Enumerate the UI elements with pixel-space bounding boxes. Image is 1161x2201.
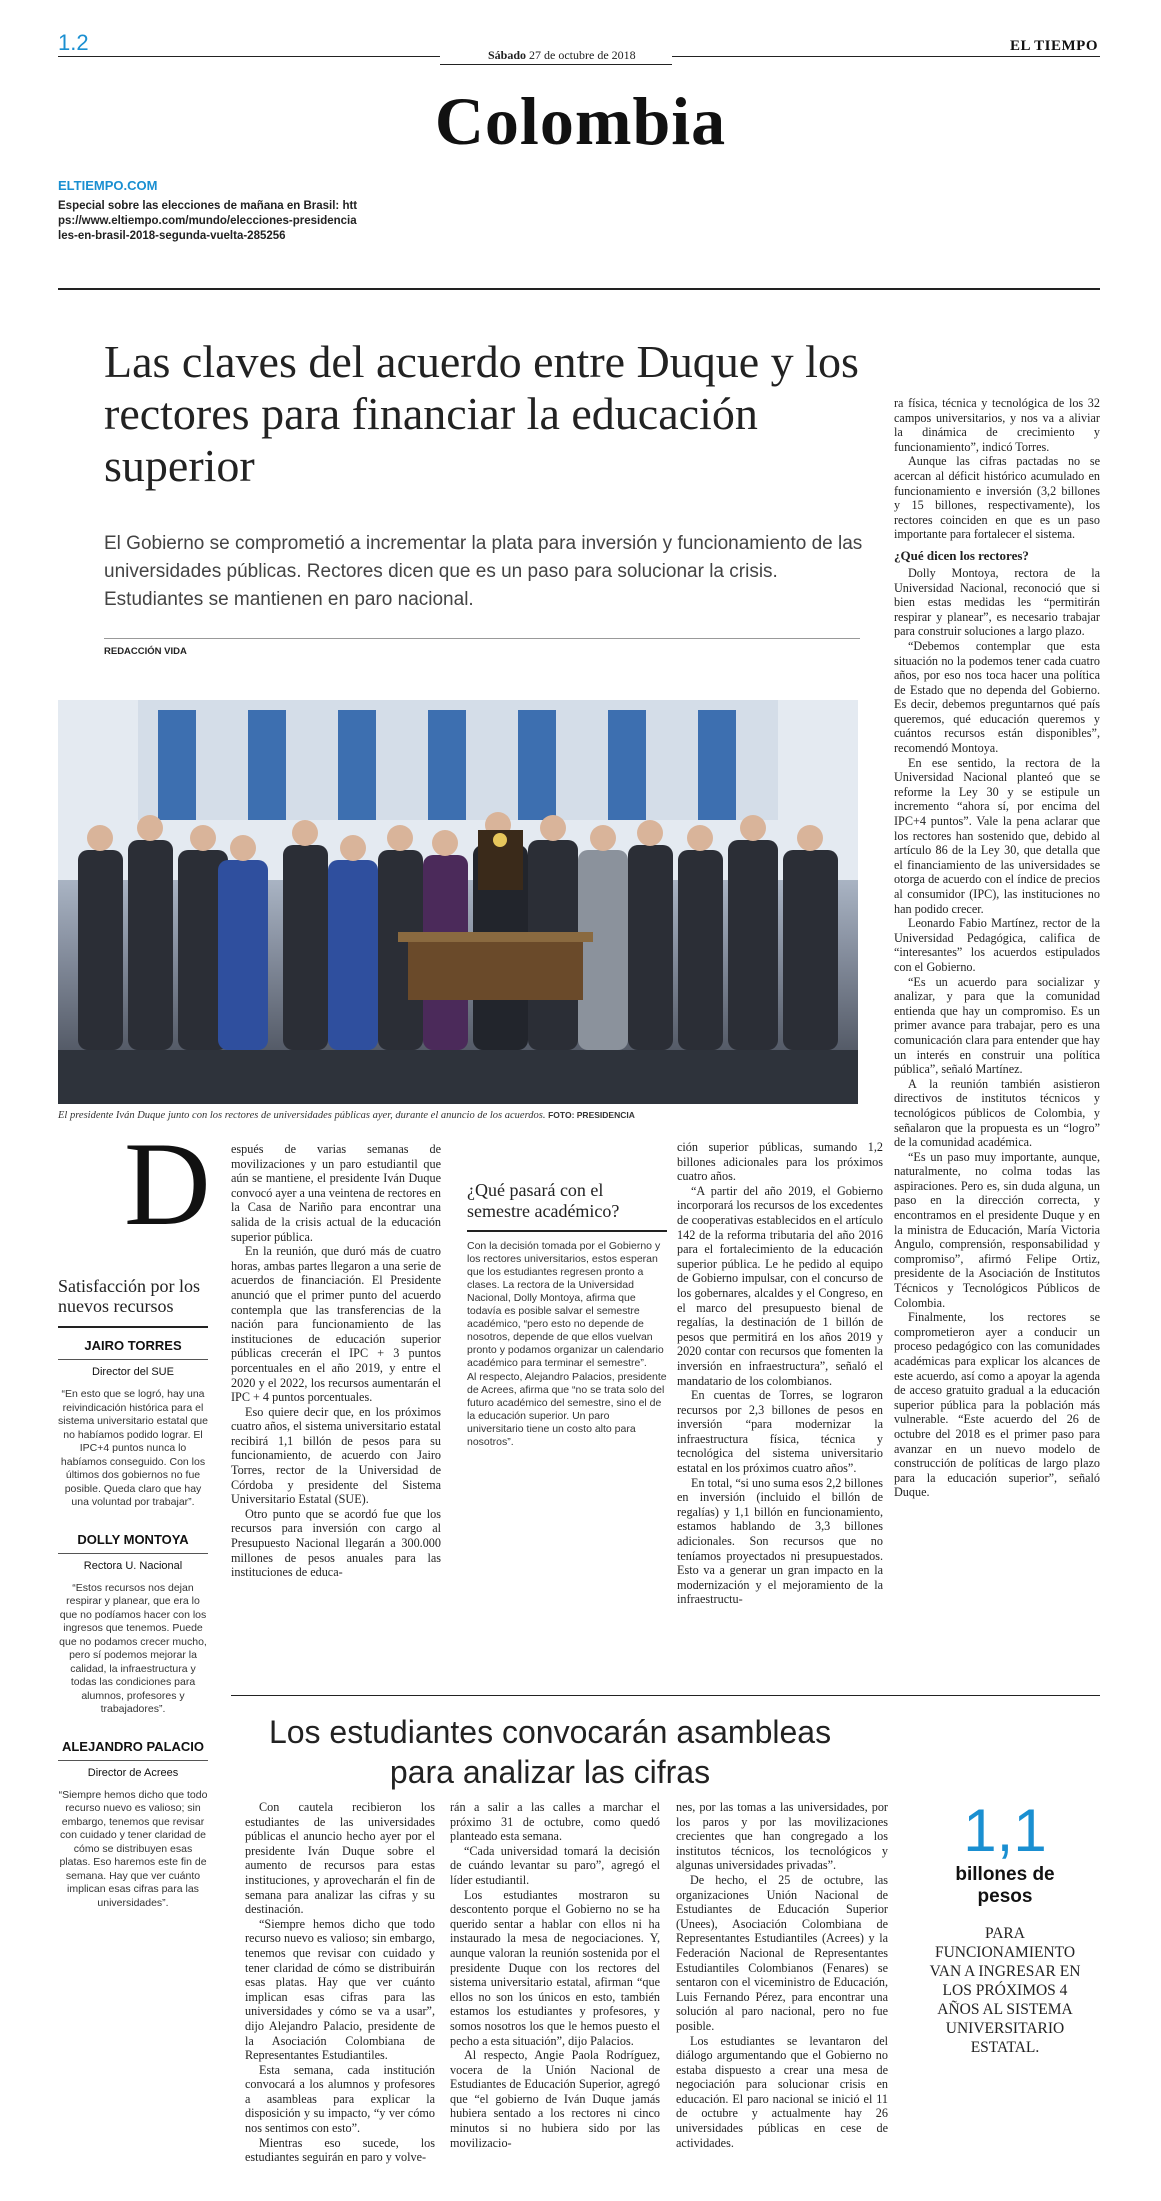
paragraph: ción superior públicas, sumando 1,2 billones adicionales para los próximos cuatro años. [677, 1140, 883, 1184]
stat-caption: PARA FUNCIONAMIENTO VAN A INGRESAR EN LOS PRÓXIMOS 4 AÑOS AL SISTEMA UNIVERSITARIO ESTATAL. [929, 1925, 1081, 2056]
second-article-rule [231, 1695, 1100, 1696]
deck-rule [104, 638, 860, 639]
quotes-sidebar [58, 1276, 208, 2176]
paragraph: espués de varias semanas de movilizaciones y un paro estudiantil que aún se mantiene, el presidente Iván Duque convocó ayer a una veintena de rectores en la Casa de Nariño para encontrar una salida de la crisis actual de la educación superior pública. [231, 1142, 441, 1244]
paragraph: Esta semana, cada institución convocará a los alumnos y profesores a asambleas para explicar la disposición y su impacto, “y ver cómo nos sentimos con esto”. [245, 2062, 435, 2136]
quote-text-3: “Siempre hemos dicho que todo recurso nuevo es valioso; sin embargo, tenemos que revisar con cuidado y tener claridad de cómo se distribuyen esas platas. Eso haremos este fin de semana. Hay que ver cuánto implican esas cifras para las universidades”. [58, 1788, 208, 1909]
quote-text-2: “Estos recursos nos dejan respirar y planear, que era lo que no podíamos hacer con los ingresos que tenemos. Puede que no podamos crecer mucho, pero sí podemos mejorar la calidad, la infraestructura y todas las condiciones para alumnos, profesores y trabajadores”. [59, 1581, 207, 1715]
photo-caption-text: El presidente Iván Duque junto con los rectores de universidades públicas ayer, durante el anuncio de los acuerdos. [58, 1110, 546, 1121]
sidebar-box-body: Con la decisión tomada por el Gobierno y los rectores universitarios, estos esperan que los estudiantes regresen pronto a clases. La rectora de la Universidad Nacional, Dolly Montoya, afirma que todavía es posible salvar el semestre académico, “pero esto no depende de nosotros, depende de que ellos vuelvan pronto y podamos organizar un calendario académico para terminar el semestre”. [467, 1240, 664, 1369]
paragraph: “Debemos contemplar que esta situación no la podemos tener cada cuatro años, por eso nos toca hacer una política de Estado que no dependa del Gobierno. Es decir, debemos preguntarnos qué país queremos, qué educación queremos y cuántos recursos están disponibles”, recomendó Montoya. [894, 638, 1100, 756]
paragraph: Los estudiantes mostraron su descontento porque el Gobierno no se ha querido sentar a hablar con ellos ni ha instaurado la mesa de negociaciones. Y, aunque valoran la reunión sostenida por el presidente Duque con los rectores del sistema universitario estatal, afirman “que ellos no son los únicos en esto, también estamos los estudiantes y profesores, y somos nosotros los que le hemos puesto el pecho a esta situación”, dijo Palacios. [450, 1887, 660, 2048]
paragraph: “Es un paso muy importante, aunque, naturalmente, no colma todas las aspiraciones. Pero es, sin duda alguna, un paso en la dirección correcta, y encontramos en el presidente Duque y en la ministra de Educación, María Victoria Angulo, comprensión, responsabilidad y compromiso”, afirmó Felipe Ortiz, presidente de la Asociación de Institutos Técnicos y Tecnológicos Públicos de Colombia. [894, 1149, 1100, 1310]
quote-name-2: DOLLY MONTOYA [77, 1531, 189, 1547]
subhead-rectores: ¿Qué dicen los rectores? [894, 547, 1029, 563]
quote-role-3: Director de Acrees [87, 1766, 179, 1779]
article-deck: El Gobierno se comprometió a incrementar la plata para inversión y funcionamiento de las universidades públicas. Rectores dicen que es un paso para solucionar la crisis. Estudiantes se mantienen en paro nacional. [104, 533, 863, 610]
quotes-title: Satisfacción por los nuevos recursos [58, 1276, 200, 1316]
photo-scene [58, 700, 858, 1104]
article-byline: REDACCIÓN VIDA [104, 646, 187, 657]
second-col-2 [450, 1800, 660, 2180]
brand-logo: EL TIEMPO [1010, 38, 1098, 54]
paragraph: Con cautela recibieron los estudiantes de las universidades públicas el anuncio hecho ayer por el presidente Iván Duque sobre el aumento de recursos para estas instituciones, y aprovecharán el fin de semana para analizar las cifras y su destinación. [245, 1800, 435, 1917]
paragraph: En la reunión, que duró más de cuatro horas, ambas partes llegaron a una serie de acuerdos de financiación. El Presidente anunció que el primer punto del acuerdo contempla que las transferencias de la nación para funcionamiento de las instituciones de educación superior públicas crecerán el IPC + 3 puntos porcentuales en el año 2019, y entre el 2020 y el 2022, los recursos aumentarán el IPC + 4 puntos porcentuales. [231, 1244, 441, 1405]
paragraph: “Siempre hemos dicho que todo recurso nuevo es valioso; sin embargo, tenemos que revisar con cuidado y tener claridad de cómo se distribuirán esas platas. Hay que ver cuánto implican esas cifras para las universidades y cómo se va a usar”, dijo Alejandro Palacio, presidente de la Asociación Colombiana de Representantes Estudiantiles. [245, 1916, 435, 2063]
header-rule-right [672, 56, 1100, 57]
paragraph: ra física, técnica y tecnológica de los 32 campos universitarios, y nos va a aliviar la dinámica de crecimiento y funcionamiento”, indicó Torres. [894, 396, 1100, 454]
quote-divider [58, 1553, 208, 1554]
paragraph: Al respecto, Angie Paola Rodríguez, vocera de la Unión Nacional de Estudiantes de Educación Superior, agregó que “el gobierno de Iván Duque jamás hubiera sentado a los rectores ni cinco minutos si no hubiera sido por las movilizacio- [450, 2048, 660, 2150]
paragraph: rán a salir a las calles a marchar el próximo 31 de octubre, como quedó planteado esta semana. [450, 1800, 660, 1844]
article-col-right [894, 396, 1100, 1686]
paragraph: En total, “si uno suma esos 2,2 billones en inversión (incluido el billón de regalías) y 1,1 billón en funcionamiento, estamos hablando de 3,3 billones adicionales. Son recursos que no teníamos proyectados ni presupuestados. Esto va a generar un gran impacto en la modernización y el mejoramiento de la infraestructu- [677, 1475, 883, 1607]
paragraph: A la reunión también asistieron directivos de institutos técnicos y tecnológicos públicos de Colombia, y señalaron que la propuesta es un “logro” de la comunidad académica. [894, 1076, 1100, 1150]
stat-number: 1,1 [963, 1797, 1047, 1864]
article-photo [58, 700, 858, 1104]
second-article-headline: Los estudiantes convocarán asambleas para analizar las cifras [268, 1714, 832, 1790]
stat-box [920, 1797, 1090, 2080]
drop-cap: D [124, 1117, 211, 1250]
paragraph: nes, por las tomas a las universidades, por los paros y por las movilizaciones crecientes que han congregado a los institutos técnicos, los tecnológicos y algunas universidades privadas”. [676, 1800, 888, 1873]
paragraph: Finalmente, los rectores se comprometieron ayer a conducir un proceso pedagógico con las comunidades académicas para explicar los alcances de este acuerdo, así como a apoyar la agenda de acceso gratuito gradual a la educación superior pública para la población más vulnerable. “Este acuerdo del 26 de octubre del 2018 es el primer paso para avanzar en un nuevo modelo de construcción de políticas de largo plazo para la educación superior”, señaló Duque. [894, 1310, 1100, 1500]
section-divider [58, 288, 1100, 290]
header-rule-center [440, 64, 672, 65]
header-date-rest: 27 de octubre de 2018 [529, 48, 636, 62]
article-headline: Las claves del acuerdo entre Duque y los rectores para financiar la educación superior [104, 336, 859, 491]
paragraph: En cuentas de Torres, se lograron recursos por 2,3 billones de pesos en inversión “para modernizar la infraestructura física, técnica y tecnológica del sistema universitario estatal en los próximos cuatro años”. [677, 1388, 883, 1476]
paragraph: Aunque las cifras pactadas no se acercan al déficit histórico acumulado en funcionamiento e inversión (3,2 billones y 15 billones, respectivamente), los rectores coinciden en que es un paso importante para fortalecer el sistema. [894, 454, 1100, 542]
paragraph: De hecho, el 25 de octubre, las organizaciones Unión Nacional de Estudiantes de Educación Superior (Unees), Asociación Colombiana de Representantes Estudiantiles (Acrees) y la Federación Nacional de Representantes Estudiantiles Colombianos (Fenares) se sentaron con el viceministro de Educación, Luis Fernando Pérez, para encontrar una solución al paro nacional, pero no fue posible. [676, 1872, 888, 2033]
paragraph: Eso quiere decir que, en los próximos cuatro años, el sistema universitario estatal recibirá 1,1 billón de pesos para su funcionamiento, de acuerdo con Jairo Torres, rector de la Universidad de Córdoba y presidente del Sistema Universitario Estatal (SUE). [231, 1404, 441, 1507]
quote-text-1: “En esto que se logró, hay una reivindicación histórica para el sistema universitario estatal que no habíamos podido lograr. El IPC+4 puntos nunca lo habíamos conseguido. Con los últimos dos gobiernos no fue posible. Queda claro que hay una voluntad por trabajar”. [58, 1388, 208, 1508]
quote-role-1: Director del SUE [92, 1366, 174, 1378]
second-col-1 [245, 1800, 435, 2180]
header-date [488, 48, 636, 63]
quote-name-3: ALEJANDRO PALACIO [61, 1738, 205, 1754]
paragraph: “A partir del año 2019, el Gobierno incorporará los recursos de los excedentes de cooperativas establecidos en el artículo 142 de la reforma tributaria del año 2016 para el fortalecimiento de la educación superior pública. Le he pedido al equipo de Gobierno impulsar, con el concurso de los gobernares, alcaldes y el Congreso, en el marco del presupuesto bienal de regalías, la destinación de 1 billón de pesos que permitirá en los años 2019 y 2020 contar con recursos que fomenten la inversión en infraestructura”, señaló el mandatario de los colombianos. [677, 1183, 883, 1388]
sidebar-box-body-2: Al respecto, Alejandro Palacios, presidente de Acrees, afirma que “no se trata solo del futuro académico del semestre, sino el de la educación superior. Un paro universitario tiene un costo alto para nosotros”. [467, 1371, 667, 1448]
sidebar-box-rule [467, 1230, 667, 1232]
header-rule-left [58, 56, 440, 57]
photo-credit: FOTO: PRESIDENCIA [548, 1110, 635, 1120]
quote-role-2: Rectora U. Nacional [83, 1559, 183, 1572]
sidebar-box [467, 1180, 667, 1640]
paragraph: En ese sentido, la rectora de la Universidad Nacional planteó que se reforme la Ley 30 y se estipule un incremento “ahora sí, por encima del IPC+4 puntos”. Vale la pena aclarar que los rectores han sostenido que, debido al artículo 86 de la Ley 30, que detalla que el financiamiento de las universidades se otorga de acuerdo con el índice de precios al consumidor (IPC), las instituciones no han podido crecer. [894, 755, 1100, 916]
header-date-day: Sábado [488, 48, 527, 62]
sidebar-box-title: ¿Qué pasará con el semestre académico? [467, 1180, 620, 1221]
paragraph: “Es un acuerdo para socializar y analizar, y para que la comunidad entienda que hay un compromiso. Es un primer avance para trabajar, pero es una comunicación clara para entender que hay un interés en construir una política pública”, señaló Martínez. [894, 974, 1100, 1077]
promo-text: Especial sobre las elecciones de mañana en Brasil: https://www.eltiempo.com/mundo/elecciones-presidenciales-en-brasil-2018-segunda-vuelta-285256 [58, 200, 358, 242]
promo-site[interactable]: ELTIEMPO.COM [58, 178, 158, 193]
page-number: 1.2 [58, 30, 89, 55]
paragraph: “Cada universidad tomará la decisión de cuándo levantar su paro”, agregó el líder estudiantil. [450, 1843, 660, 1887]
paragraph: Mientras eso sucede, los estudiantes seguirán en paro y volve- [245, 2135, 435, 2165]
paragraph: Dolly Montoya, rectora de la Universidad Nacional, reconoció que si bien estas medidas les “permitirán respirar y planear”, es necesario trabajar para construir soluciones a largo plazo. [894, 565, 1100, 639]
quote-divider [58, 1760, 208, 1761]
paragraph: Leonardo Fabio Martínez, rector de la Universidad Pedagógica, califica de “interesantes” los acuerdos estipulados con el Gobierno. [894, 916, 1100, 974]
article-col-3 [677, 1140, 883, 1660]
paragraph: Otro punto que se acordó fue que los recursos para inversión con cargo al Presupuesto Nacional llegarán a 300.000 millones de pesos anuales para las instituciones de educa- [231, 1506, 441, 1580]
article-col-1 [231, 1142, 441, 1642]
quotes-rule [58, 1326, 208, 1328]
quote-name-1: JAIRO TORRES [84, 1338, 182, 1353]
quote-divider [58, 1359, 208, 1360]
paragraph: Los estudiantes se levantaron del diálogo argumentando que el Gobierno no estaba dispuesto a crear una mesa de negociación para solucionar crisis en educación. El paro nacional se inició el 11 de octubre y actualmente hay 26 universidades públicas en cese de actividades. [676, 2033, 888, 2150]
second-col-3 [676, 1800, 888, 2180]
section-title: Colombia [434, 83, 727, 159]
stat-unit: billones de pesos [955, 1864, 1055, 1907]
